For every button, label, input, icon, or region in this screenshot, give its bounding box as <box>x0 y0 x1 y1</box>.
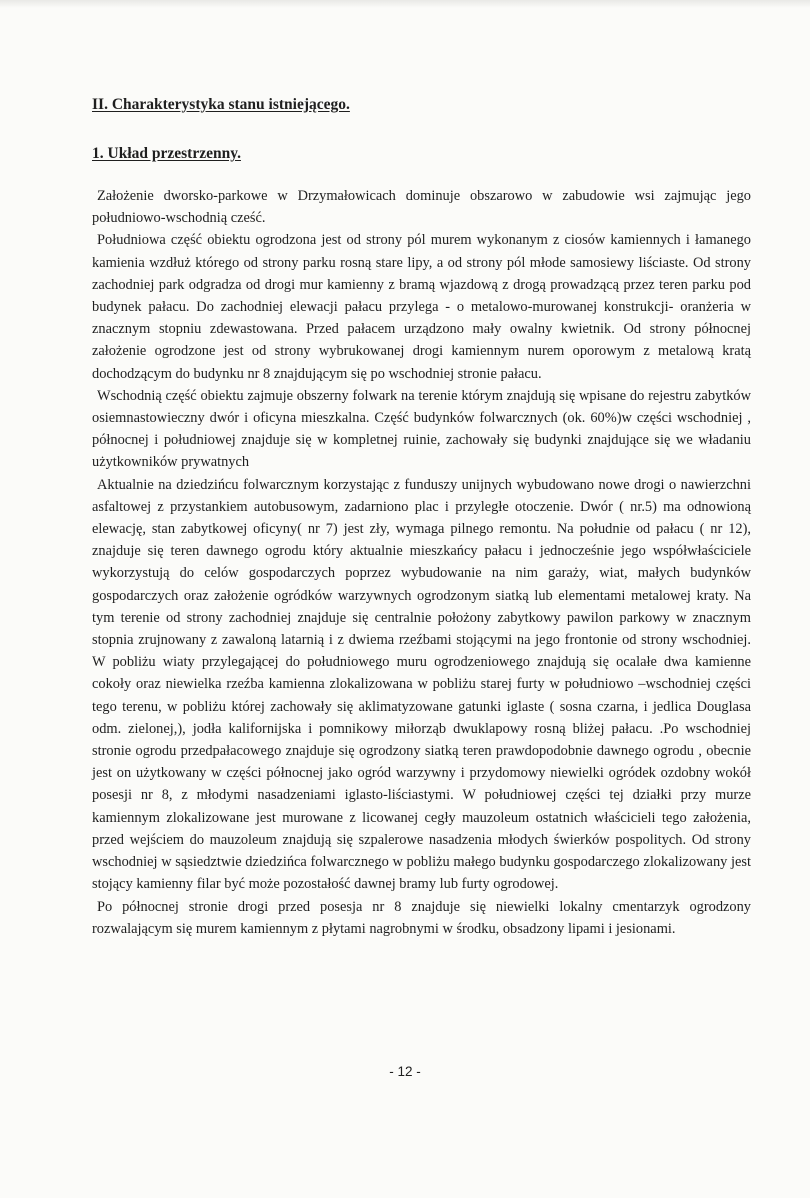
page-number: - 12 - <box>389 1064 421 1079</box>
paragraph-intro: Założenie dworsko-parkowe w Drzymałowicach dominuje obszarowo w zabudowie wsi zajmując jego południowo-wschodnią cześć. <box>92 188 751 227</box>
paragraph-current-state: Aktualnie na dziedzińcu folwarcznym korzystając z funduszy unijnych wybudowano nowe drogi o nawierzchni asfaltowej z przystankiem autobusowym, zadarniono plac i przyległe otoczenie. Dwór ( nr.5) ma odnowioną elewację, stan zabytkowej oficyny( nr 7) jest zły, wymaga pilnego remontu. Na południe od pałacu ( nr 12), znajduje się teren dawnego ogrodu który aktualnie mieszkańcy pałacu i jednocześnie jego współwłaściciele wykorzystują do celów gospodarczych poprzez wybudowanie na nim garaży, wiat, małych budynków gospodarczych oraz założenie ogródków warzywnych ogrodzonym siatką lub elementami metalowej kraty. Na tym terenie od strony zachodniej znajduje się centralnie położony zabytkowy pawilon parkowy w znacznym stopnia zrujnowany z zawaloną latarnią i z dwiema rzeźbami stojącymi na jego frontonie od strony wschodniej. W pobliżu wiaty przylegającej do południowego muru ogrodzeniowego znajdują się ocalałe dwa kamienne cokoły oraz niewielka rzeźba kamienna zlokalizowana w pobliżu starej furty w południowo –wschodniej części tego terenu, w pobliżu której zachowały się aklimatyzowane gatunki iglaste ( sosna czarna, i jedlica Douglasa odm. zielonej,), jodła kalifornijska i pomnikowy miłorząb dwuklapowy rosną bliżej pałacu. .Po wschodniej stronie ogrodu przedpałacowego znajduje się ogrodzony siatką teren prawdopodobnie dawnego ogrodu , obecnie jest on użytkowany w części północnej jako ogród warzywny i przydomowy niewielki ogródek ozdobny wokół posesji nr 8, z młodymi nasadzeniami iglasto-liściastymi. W południowej części tej działki przy murze kamiennym zlokalizowane jest murowane z licowanej cegły mauzoleum ostatnich właścicieli tego założenia, przed wejściem do mauzoleum znajdują się szpalerowe nasadzenia młodych świerków pospolitych. Od strony wschodniej w sąsiedztwie dziedzińca folwarcznego w pobliżu małego budynku gospodarczego zlokalizowany jest stojący kamienny filar być może pozostałość dawnej bramy lub furty ogrodowej. <box>92 476 751 893</box>
body-text <box>92 185 751 940</box>
paragraph-south-west: Południowa część obiektu ogrodzona jest od strony pól murem wykonanym z ciosów kamiennych i łamanego kamienia wzdłuż którego od strony parku rosną stare lipy, a od strony pól młode samosiewy liściaste. Od strony zachodniej park odgradza od drogi mur kamienny z bramą wjazdową z drogą prowadzącą przez teren parku pod budynek pałacu. Do zachodniej elewacji pałacu przylega - o metalowo-murowanej konstrukcji- oranżeria w znacznym stopniu zdewastowana. Przed pałacem urządzono mały owalny kwietnik. Od strony północnej założenie ogrodzone jest od strony wybrukowanej drogi kamiennym nurem oporowym z metalową kratą dochodzącym do budynku nr 8 znajdującym się po wschodniej stronie pałacu. <box>92 232 751 382</box>
scan-edge-shadow <box>0 0 810 8</box>
subsection-heading: 1. Układ przestrzenny. <box>92 145 241 162</box>
paragraph-cemetery: Po północnej stronie drogi przed posesja nr 8 znajduje się niewielki lokalny cmentarzyk ogrodzony rozwalającym się murem kamiennym z płytami nagrobnymi w środku, obsadzony lipami i jesionami. <box>92 898 751 937</box>
paragraph-east-folwark: Wschodnią część obiektu zajmuje obszerny folwark na terenie którym znajdują się wpisane do rejestru zabytków osiemnastowieczny dwór i oficyna mieszkalna. Część budynków folwarcznych (ok. 60%)w części wschodniej , północnej i południowej znajduje się w kompletnej ruinie, zachowały się budynki znajdujące się we władaniu użytkowników prywatnych <box>92 387 751 471</box>
section-heading: II. Charakterystyka stanu istniejącego. <box>92 96 350 113</box>
